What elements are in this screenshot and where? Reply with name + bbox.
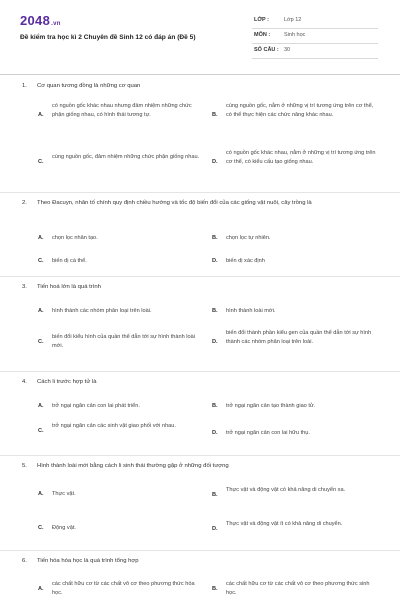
option-letter: B.	[212, 403, 218, 409]
question-text: Cơ quan tương đồng là những cơ quan	[37, 83, 141, 89]
option-text: biến đổi thành phần kiểu gen của quần thể dẫn tới sự hình thành các nhóm phân loại trên loài.	[226, 330, 372, 345]
question-number: 4.	[22, 379, 27, 385]
option-letter: A.	[38, 491, 44, 497]
option-letter: B.	[212, 308, 218, 314]
option-letter: B.	[212, 492, 218, 498]
option-text: chọn lọc tự nhiên.	[226, 235, 271, 241]
question-number: 5.	[22, 463, 27, 469]
meta-subject-key: MÔN :	[254, 32, 271, 38]
option-letter: D.	[212, 526, 218, 532]
option-letter: B.	[212, 235, 218, 241]
option-letter: C.	[38, 428, 44, 434]
option-text: các chất hữu cơ từ các chất vô cơ theo phương thức sinh học.	[226, 581, 370, 596]
question-number: 1.	[22, 83, 27, 89]
option-letter: A.	[38, 586, 44, 592]
site-logo[interactable]	[20, 13, 61, 28]
option-letter: A.	[38, 403, 44, 409]
header-divider	[0, 74, 400, 75]
option-letter: C.	[38, 339, 44, 345]
meta-class-value: Lớp 12	[284, 17, 302, 23]
logo-text: 2048	[20, 13, 51, 28]
question-separator	[0, 371, 400, 372]
option-letter: D.	[212, 339, 218, 345]
option-text: cùng nguồn gốc, đảm nhiệm những chức phận giống nhau.	[52, 154, 200, 160]
question-number: 2.	[22, 200, 27, 206]
option-text: trở ngại ngăn cản tạo thành giao tử.	[226, 403, 316, 409]
option-text: biến dị cá thể.	[52, 258, 87, 264]
option-letter: B.	[212, 586, 218, 592]
meta-question-count	[252, 44, 378, 59]
option-text: cùng nguồn gốc, nằm ở những vị trí tương ứng trên cơ thể, có thể thực hiện các chức năng khác nhau.	[226, 103, 374, 118]
option-text: biến dị xác định	[226, 258, 265, 264]
option-letter: C.	[38, 525, 44, 531]
option-letter: A.	[38, 235, 44, 241]
option-text: Thực vật và động vật ít có khả năng di chuyển.	[226, 521, 343, 527]
option-text: trở ngại ngăn cản con lai phát triển.	[52, 403, 140, 409]
meta-subject	[252, 29, 378, 44]
option-letter: C.	[38, 159, 44, 165]
meta-subject-value: Sinh học	[284, 32, 306, 38]
meta-count-key: SỐ CÂU :	[254, 47, 279, 53]
option-letter: D.	[212, 159, 218, 165]
question-text: Theo Đacuyn, nhân tố chính quy định chiều hướng và tốc độ biến đổi của các giống vật nuôi, cây trồng là	[37, 200, 312, 206]
question-separator	[0, 192, 400, 193]
option-text: có nguồn gốc khác nhau, nằm ở những vị trí tương ứng trên cơ thể, có kiểu cấu tạo giống nhau.	[226, 150, 376, 165]
question-text: Tiến hóa hóa học là quá trình tổng hợp	[37, 558, 139, 564]
meta-count-value: 30	[284, 47, 291, 53]
option-text: Thực vật và động vật có khả năng di chuyển xa.	[226, 487, 346, 493]
option-text: trở ngại ngăn cản con lai hữu thụ.	[226, 430, 310, 436]
option-text: Thực vật.	[52, 491, 76, 497]
header	[0, 0, 400, 74]
option-text: hình thành loài mới.	[226, 308, 276, 314]
option-letter: D.	[212, 258, 218, 264]
logo-suffix: .vn	[51, 21, 61, 27]
option-text: các chất hữu cơ từ các chất vô cơ theo phương thức hóa học.	[52, 581, 195, 596]
meta-class-key: LỚP :	[254, 17, 269, 23]
question-separator	[0, 455, 400, 456]
option-letter: B.	[212, 112, 218, 118]
option-text: hình thành các nhóm phân loại trên loài.	[52, 308, 152, 314]
option-letter: C.	[38, 258, 44, 264]
question-text: Hình thành loài mới bằng cách li sinh thái thường gặp ở những đối tượng	[37, 463, 229, 469]
option-text: có nguồn gốc khác nhau nhưng đảm nhiệm những chức phận giống nhau, có hình thái tương tự.	[52, 103, 192, 118]
question-number: 3.	[22, 284, 27, 290]
option-letter: A.	[38, 308, 44, 314]
meta-class	[252, 14, 378, 29]
option-letter: D.	[212, 430, 218, 436]
question-separator	[0, 276, 400, 277]
document-title: Đề kiểm tra học kì 2 Chuyên đề Sinh 12 có đáp án (Đề 5)	[20, 34, 196, 41]
question-number: 6.	[22, 558, 27, 564]
option-text: trở ngại ngăn cản các sinh vật giao phối với nhau.	[52, 423, 176, 429]
question-text: Cách li trước hợp tử là	[37, 379, 97, 385]
option-text: Động vật.	[52, 525, 76, 531]
question-text: Tiến hoá lớn là quá trình	[37, 284, 101, 290]
option-letter: A.	[38, 112, 44, 118]
option-text: biến đổi kiểu hình của quần thể dẫn tới sự hình thành loài mới.	[52, 334, 196, 349]
question-separator	[0, 550, 400, 551]
option-text: chọn lọc nhân tạo.	[52, 235, 98, 241]
